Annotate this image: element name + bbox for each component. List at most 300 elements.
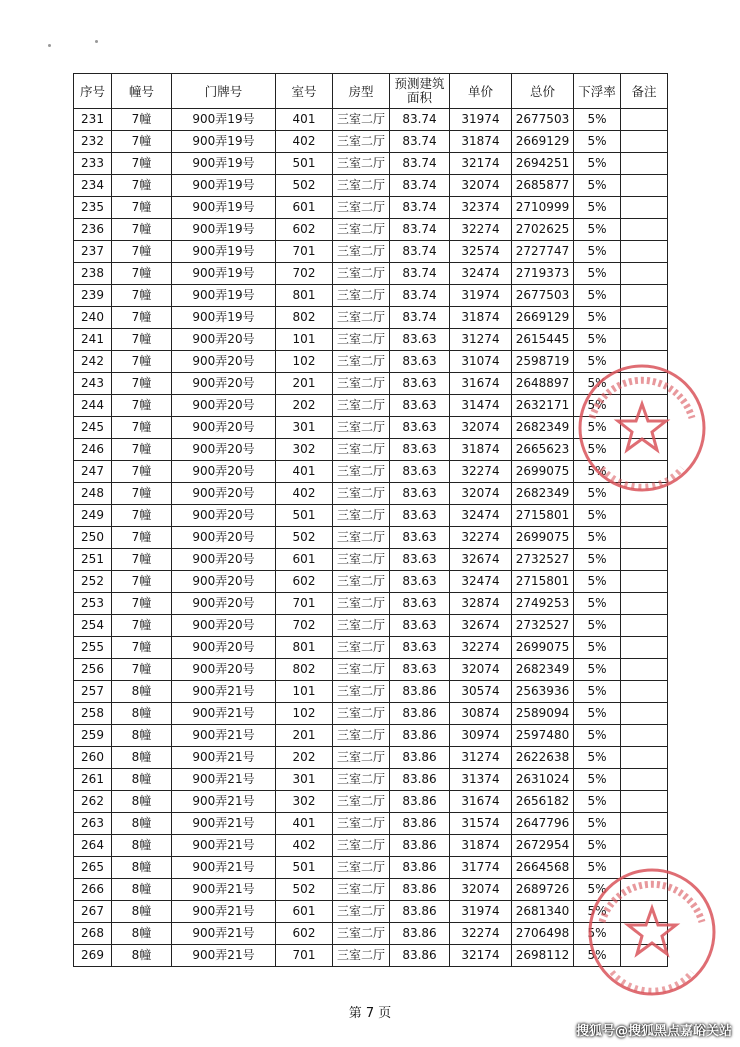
cell-layout: 三室二厅 — [333, 483, 390, 505]
cell-address: 900弄19号 — [172, 175, 276, 197]
cell-unit-price: 32274 — [450, 219, 512, 241]
cell-area: 83.74 — [390, 109, 450, 131]
cell-total-price: 2672954 — [512, 835, 574, 857]
cell-area: 83.63 — [390, 417, 450, 439]
cell-layout: 三室二厅 — [333, 637, 390, 659]
cell-discount: 5% — [574, 725, 621, 747]
cell-discount: 5% — [574, 637, 621, 659]
cell-address: 900弄21号 — [172, 879, 276, 901]
cell-address: 900弄21号 — [172, 923, 276, 945]
table-row — [74, 901, 668, 923]
cell-building: 8幢 — [112, 923, 172, 945]
cell-unit-price: 32074 — [450, 483, 512, 505]
cell-address: 900弄20号 — [172, 329, 276, 351]
cell-unit-price: 31974 — [450, 109, 512, 131]
cell-building: 7幢 — [112, 351, 172, 373]
official-seal-upper — [572, 358, 712, 498]
cell-discount: 5% — [574, 747, 621, 769]
cell-index: 235 — [74, 197, 112, 219]
cell-address: 900弄19号 — [172, 219, 276, 241]
cell-address: 900弄20号 — [172, 505, 276, 527]
cell-unit-price: 32374 — [450, 197, 512, 219]
table-row — [74, 263, 668, 285]
cell-layout: 三室二厅 — [333, 329, 390, 351]
cell-layout: 三室二厅 — [333, 945, 390, 967]
table-row — [74, 153, 668, 175]
cell-remarks — [621, 637, 668, 659]
cell-discount: 5% — [574, 681, 621, 703]
cell-room: 602 — [276, 219, 333, 241]
cell-discount: 5% — [574, 879, 621, 901]
cell-building: 7幢 — [112, 615, 172, 637]
cell-discount: 5% — [574, 373, 621, 395]
cell-discount: 5% — [574, 307, 621, 329]
cell-area: 83.63 — [390, 549, 450, 571]
cell-index: 262 — [74, 791, 112, 813]
cell-room: 601 — [276, 197, 333, 219]
cell-address: 900弄19号 — [172, 263, 276, 285]
cell-area: 83.63 — [390, 395, 450, 417]
scan-speck — [95, 40, 98, 43]
cell-index: 253 — [74, 593, 112, 615]
table-row — [74, 857, 668, 879]
cell-total-price: 2665623 — [512, 439, 574, 461]
cell-discount: 5% — [574, 571, 621, 593]
cell-room: 401 — [276, 461, 333, 483]
cell-unit-price: 31874 — [450, 307, 512, 329]
cell-remarks — [621, 329, 668, 351]
table-row — [74, 549, 668, 571]
cell-building: 7幢 — [112, 417, 172, 439]
cell-total-price: 2677503 — [512, 109, 574, 131]
table-row — [74, 571, 668, 593]
cell-index: 232 — [74, 131, 112, 153]
cell-index: 249 — [74, 505, 112, 527]
cell-discount: 5% — [574, 901, 621, 923]
cell-unit-price: 32274 — [450, 923, 512, 945]
table-row — [74, 329, 668, 351]
cell-area: 83.86 — [390, 901, 450, 923]
cell-index: 265 — [74, 857, 112, 879]
cell-layout: 三室二厅 — [333, 505, 390, 527]
cell-layout: 三室二厅 — [333, 549, 390, 571]
price-table — [73, 73, 668, 967]
cell-discount: 5% — [574, 461, 621, 483]
cell-building: 8幢 — [112, 901, 172, 923]
cell-unit-price: 32174 — [450, 945, 512, 967]
cell-total-price: 2631024 — [512, 769, 574, 791]
cell-area: 83.86 — [390, 703, 450, 725]
cell-building: 7幢 — [112, 197, 172, 219]
cell-unit-price: 31874 — [450, 439, 512, 461]
cell-address: 900弄21号 — [172, 901, 276, 923]
cell-address: 900弄20号 — [172, 527, 276, 549]
cell-remarks — [621, 285, 668, 307]
cell-area: 83.63 — [390, 659, 450, 681]
cell-remarks — [621, 241, 668, 263]
cell-room: 201 — [276, 373, 333, 395]
cell-area: 83.63 — [390, 373, 450, 395]
cell-room: 802 — [276, 659, 333, 681]
cell-remarks — [621, 549, 668, 571]
cell-room: 501 — [276, 505, 333, 527]
cell-index: 233 — [74, 153, 112, 175]
cell-total-price: 2677503 — [512, 285, 574, 307]
cell-total-price: 2632171 — [512, 395, 574, 417]
cell-layout: 三室二厅 — [333, 263, 390, 285]
cell-discount: 5% — [574, 945, 621, 967]
cell-index: 252 — [74, 571, 112, 593]
cell-area: 83.86 — [390, 857, 450, 879]
cell-index: 241 — [74, 329, 112, 351]
cell-total-price: 2682349 — [512, 483, 574, 505]
cell-address: 900弄20号 — [172, 571, 276, 593]
cell-address: 900弄19号 — [172, 153, 276, 175]
cell-building: 7幢 — [112, 241, 172, 263]
cell-address: 900弄19号 — [172, 307, 276, 329]
cell-remarks — [621, 747, 668, 769]
cell-address: 900弄20号 — [172, 351, 276, 373]
cell-room: 701 — [276, 945, 333, 967]
scan-speck — [48, 44, 51, 47]
cell-area: 83.86 — [390, 769, 450, 791]
cell-discount: 5% — [574, 857, 621, 879]
cell-discount: 5% — [574, 285, 621, 307]
cell-discount: 5% — [574, 417, 621, 439]
cell-room: 502 — [276, 879, 333, 901]
cell-address: 900弄19号 — [172, 197, 276, 219]
cell-index: 239 — [74, 285, 112, 307]
cell-index: 264 — [74, 835, 112, 857]
cell-discount: 5% — [574, 175, 621, 197]
cell-layout: 三室二厅 — [333, 219, 390, 241]
cell-building: 8幢 — [112, 791, 172, 813]
cell-total-price: 2727747 — [512, 241, 574, 263]
cell-room: 501 — [276, 153, 333, 175]
cell-room: 201 — [276, 725, 333, 747]
cell-discount: 5% — [574, 131, 621, 153]
cell-total-price: 2719373 — [512, 263, 574, 285]
table-row — [74, 681, 668, 703]
cell-building: 7幢 — [112, 593, 172, 615]
col-header-building: 幢号 — [112, 74, 172, 109]
cell-area: 83.63 — [390, 351, 450, 373]
cell-index: 258 — [74, 703, 112, 725]
cell-room: 802 — [276, 307, 333, 329]
table-row — [74, 879, 668, 901]
table-row — [74, 197, 668, 219]
cell-discount: 5% — [574, 351, 621, 373]
cell-index: 259 — [74, 725, 112, 747]
cell-unit-price: 31774 — [450, 857, 512, 879]
cell-discount: 5% — [574, 219, 621, 241]
cell-building: 7幢 — [112, 285, 172, 307]
table-row — [74, 835, 668, 857]
cell-layout: 三室二厅 — [333, 527, 390, 549]
cell-layout: 三室二厅 — [333, 769, 390, 791]
cell-layout: 三室二厅 — [333, 461, 390, 483]
cell-area: 83.86 — [390, 835, 450, 857]
cell-layout: 三室二厅 — [333, 703, 390, 725]
cell-area: 83.63 — [390, 483, 450, 505]
cell-unit-price: 32874 — [450, 593, 512, 615]
cell-remarks — [621, 571, 668, 593]
table-row — [74, 945, 668, 967]
cell-room: 501 — [276, 857, 333, 879]
cell-index: 267 — [74, 901, 112, 923]
cell-index: 248 — [74, 483, 112, 505]
cell-area: 83.63 — [390, 439, 450, 461]
table-row — [74, 285, 668, 307]
cell-unit-price: 32074 — [450, 417, 512, 439]
cell-total-price: 2698112 — [512, 945, 574, 967]
cell-index: 261 — [74, 769, 112, 791]
cell-area: 83.74 — [390, 263, 450, 285]
cell-unit-price: 32074 — [450, 879, 512, 901]
cell-layout: 三室二厅 — [333, 285, 390, 307]
cell-area: 83.63 — [390, 329, 450, 351]
cell-discount: 5% — [574, 329, 621, 351]
cell-building: 8幢 — [112, 813, 172, 835]
cell-remarks — [621, 659, 668, 681]
cell-building: 8幢 — [112, 681, 172, 703]
table-row — [74, 813, 668, 835]
table-row — [74, 923, 668, 945]
cell-room: 702 — [276, 615, 333, 637]
table-row — [74, 747, 668, 769]
cell-index: 246 — [74, 439, 112, 461]
cell-remarks — [621, 769, 668, 791]
cell-room: 702 — [276, 263, 333, 285]
cell-building: 8幢 — [112, 945, 172, 967]
cell-remarks — [621, 813, 668, 835]
cell-total-price: 2715801 — [512, 571, 574, 593]
cell-total-price: 2682349 — [512, 659, 574, 681]
cell-unit-price: 31974 — [450, 901, 512, 923]
cell-remarks — [621, 197, 668, 219]
cell-building: 7幢 — [112, 329, 172, 351]
cell-room: 602 — [276, 571, 333, 593]
cell-layout: 三室二厅 — [333, 615, 390, 637]
cell-index: 255 — [74, 637, 112, 659]
cell-unit-price: 32174 — [450, 153, 512, 175]
cell-building: 7幢 — [112, 219, 172, 241]
table-row — [74, 527, 668, 549]
cell-layout: 三室二厅 — [333, 659, 390, 681]
table-row — [74, 593, 668, 615]
cell-index: 256 — [74, 659, 112, 681]
cell-layout: 三室二厅 — [333, 923, 390, 945]
cell-discount: 5% — [574, 263, 621, 285]
cell-building: 7幢 — [112, 109, 172, 131]
cell-remarks — [621, 109, 668, 131]
cell-building: 7幢 — [112, 549, 172, 571]
cell-index: 242 — [74, 351, 112, 373]
cell-room: 301 — [276, 769, 333, 791]
cell-discount: 5% — [574, 813, 621, 835]
cell-unit-price: 32274 — [450, 461, 512, 483]
cell-index: 240 — [74, 307, 112, 329]
cell-building: 7幢 — [112, 307, 172, 329]
cell-unit-price: 31474 — [450, 395, 512, 417]
cell-index: 244 — [74, 395, 112, 417]
cell-address: 900弄21号 — [172, 769, 276, 791]
cell-address: 900弄21号 — [172, 835, 276, 857]
cell-building: 7幢 — [112, 461, 172, 483]
cell-address: 900弄20号 — [172, 615, 276, 637]
cell-area: 83.63 — [390, 593, 450, 615]
cell-area: 83.63 — [390, 637, 450, 659]
cell-area: 83.74 — [390, 285, 450, 307]
cell-area: 83.86 — [390, 747, 450, 769]
cell-building: 7幢 — [112, 395, 172, 417]
cell-room: 402 — [276, 483, 333, 505]
table-row — [74, 131, 668, 153]
cell-remarks — [621, 131, 668, 153]
cell-layout: 三室二厅 — [333, 439, 390, 461]
cell-area: 83.74 — [390, 197, 450, 219]
cell-building: 7幢 — [112, 439, 172, 461]
cell-building: 7幢 — [112, 131, 172, 153]
cell-unit-price: 31974 — [450, 285, 512, 307]
cell-area: 83.74 — [390, 153, 450, 175]
cell-unit-price: 31274 — [450, 747, 512, 769]
cell-unit-price: 31674 — [450, 791, 512, 813]
cell-building: 7幢 — [112, 263, 172, 285]
cell-address: 900弄19号 — [172, 109, 276, 131]
cell-room: 401 — [276, 813, 333, 835]
cell-layout: 三室二厅 — [333, 879, 390, 901]
cell-building: 8幢 — [112, 747, 172, 769]
cell-remarks — [621, 175, 668, 197]
cell-unit-price: 32274 — [450, 637, 512, 659]
cell-unit-price: 31874 — [450, 835, 512, 857]
table-row — [74, 307, 668, 329]
cell-remarks — [621, 527, 668, 549]
cell-room: 601 — [276, 901, 333, 923]
table-row — [74, 615, 668, 637]
cell-room: 502 — [276, 527, 333, 549]
cell-total-price: 2710999 — [512, 197, 574, 219]
cell-discount: 5% — [574, 197, 621, 219]
cell-discount: 5% — [574, 835, 621, 857]
cell-room: 502 — [276, 175, 333, 197]
cell-total-price: 2699075 — [512, 461, 574, 483]
cell-layout: 三室二厅 — [333, 901, 390, 923]
cell-total-price: 2622638 — [512, 747, 574, 769]
cell-unit-price: 32274 — [450, 527, 512, 549]
cell-room: 202 — [276, 395, 333, 417]
cell-building: 7幢 — [112, 373, 172, 395]
cell-discount: 5% — [574, 593, 621, 615]
cell-building: 7幢 — [112, 483, 172, 505]
price-list-sheet — [73, 73, 668, 967]
cell-building: 8幢 — [112, 879, 172, 901]
cell-discount: 5% — [574, 505, 621, 527]
cell-address: 900弄21号 — [172, 945, 276, 967]
cell-layout: 三室二厅 — [333, 791, 390, 813]
cell-index: 245 — [74, 417, 112, 439]
table-row — [74, 725, 668, 747]
cell-discount: 5% — [574, 395, 621, 417]
cell-layout: 三室二厅 — [333, 351, 390, 373]
cell-area: 83.74 — [390, 219, 450, 241]
cell-area: 83.74 — [390, 175, 450, 197]
table-row — [74, 769, 668, 791]
cell-unit-price: 32074 — [450, 659, 512, 681]
cell-total-price: 2563936 — [512, 681, 574, 703]
seal-star-icon — [618, 404, 666, 450]
cell-room: 701 — [276, 593, 333, 615]
cell-total-price: 2648897 — [512, 373, 574, 395]
cell-total-price: 2669129 — [512, 307, 574, 329]
cell-address: 900弄19号 — [172, 241, 276, 263]
cell-index: 250 — [74, 527, 112, 549]
cell-unit-price: 31074 — [450, 351, 512, 373]
cell-room: 402 — [276, 131, 333, 153]
cell-area: 83.86 — [390, 923, 450, 945]
cell-address: 900弄20号 — [172, 439, 276, 461]
cell-unit-price: 32474 — [450, 505, 512, 527]
cell-layout: 三室二厅 — [333, 813, 390, 835]
cell-discount: 5% — [574, 483, 621, 505]
cell-building: 7幢 — [112, 571, 172, 593]
cell-remarks — [621, 681, 668, 703]
cell-room: 801 — [276, 285, 333, 307]
cell-layout: 三室二厅 — [333, 417, 390, 439]
cell-index: 260 — [74, 747, 112, 769]
cell-total-price: 2615445 — [512, 329, 574, 351]
cell-discount: 5% — [574, 153, 621, 175]
cell-remarks — [621, 835, 668, 857]
cell-building: 8幢 — [112, 835, 172, 857]
table-row — [74, 659, 668, 681]
cell-address: 900弄21号 — [172, 681, 276, 703]
cell-area: 83.63 — [390, 571, 450, 593]
cell-layout: 三室二厅 — [333, 857, 390, 879]
table-header-row — [74, 74, 668, 109]
col-header-total-price: 总价 — [512, 74, 574, 109]
cell-unit-price: 31874 — [450, 131, 512, 153]
table-row — [74, 505, 668, 527]
cell-area: 83.74 — [390, 307, 450, 329]
cell-unit-price: 32074 — [450, 175, 512, 197]
cell-total-price: 2706498 — [512, 923, 574, 945]
cell-address: 900弄20号 — [172, 417, 276, 439]
cell-room: 602 — [276, 923, 333, 945]
table-row — [74, 637, 668, 659]
cell-area: 83.86 — [390, 725, 450, 747]
cell-total-price: 2664568 — [512, 857, 574, 879]
cell-unit-price: 31274 — [450, 329, 512, 351]
cell-layout: 三室二厅 — [333, 571, 390, 593]
cell-remarks — [621, 505, 668, 527]
cell-building: 7幢 — [112, 527, 172, 549]
cell-remarks — [621, 219, 668, 241]
cell-remarks — [621, 153, 668, 175]
cell-layout: 三室二厅 — [333, 197, 390, 219]
col-header-remarks: 备注 — [621, 74, 668, 109]
cell-discount: 5% — [574, 615, 621, 637]
cell-layout: 三室二厅 — [333, 175, 390, 197]
cell-address: 900弄21号 — [172, 703, 276, 725]
cell-unit-price: 30974 — [450, 725, 512, 747]
cell-total-price: 2685877 — [512, 175, 574, 197]
cell-room: 102 — [276, 351, 333, 373]
col-header-discount: 下浮率 — [574, 74, 621, 109]
cell-building: 8幢 — [112, 857, 172, 879]
cell-layout: 三室二厅 — [333, 307, 390, 329]
